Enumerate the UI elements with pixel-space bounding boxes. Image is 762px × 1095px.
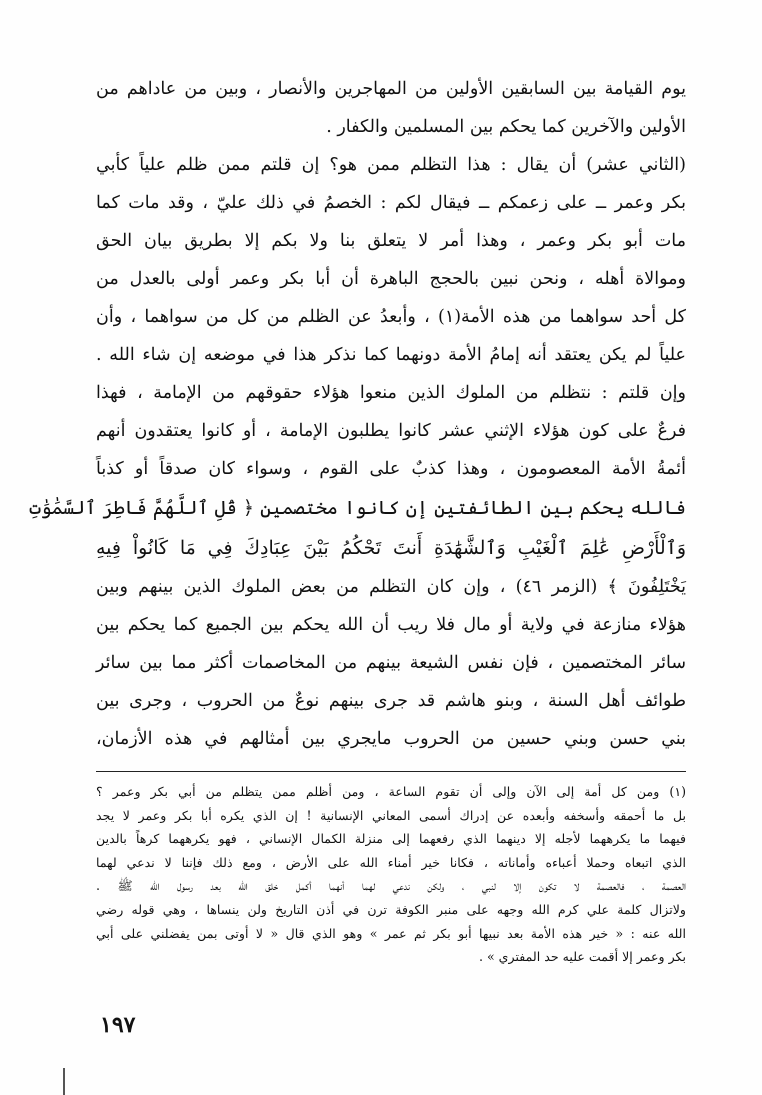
footnote-line: (١) ومن كل أمة إلى الآن وإلى أن تقوم الساعة ، ومن أظلم ممن يتظلم من أبي بكر وعمر ؟ xyxy=(96,784,686,799)
text-line: بني حسن وبني حسين من الحروب مايجري بين أمثالهم في هذه الأزمان، xyxy=(96,729,686,749)
footnote-line: الله عنه : « خير هذه الأمة بعد نبيها أبو بكر ثم عمر » وهو الذي قال « لا أوتى بمن يفضلني على أبي xyxy=(96,925,686,941)
footnote-line: بكر وعمر إلا أقمت عليه حد المفتري » . xyxy=(478,949,686,965)
footnote-line: الذي اتبعاه وحملا أعباءه وأماناته ، فكانا خير أمناء الله على الأرض ، ومع ذلك فإننا لا ندعي لهما xyxy=(96,854,686,870)
footnote xyxy=(96,780,686,969)
margin-mark xyxy=(63,1068,65,1095)
text-line: أئمةُ الأمة المعصومون ، وهذا كذبٌ على القوم ، وسواء كان صدقاً أو كذباً xyxy=(96,459,686,479)
footnote-line: فيهما ما يكرههما لأجله إلا دينهما الذي رفعهما إلى منزلة الكمال الإنساني ، فهو يكرههما كرهاً بالدين xyxy=(96,831,686,847)
quran-verse-line: وَٱلْأَرْضِ عَٰلِمَ ٱلْغَيْبِ وَٱلشَّهَٰدَةِ أَنتَ تَحْكُمُ بَيْنَ عِبَادِكَ فِي مَا كَانُواْ فِيهِ xyxy=(96,537,686,559)
text-line: فرعٌ على كون هؤلاء الإثني عشر كانوا يطلبون الإمامة ، أو كانوا يعتقدون أنهم xyxy=(96,421,686,441)
footnote-line: العصمة ، فالعصمة لا تكون إلا لنبي ، ولكن ندعي لهما أنهما أكمل خلق الله بعد رسول الله ﷺ . xyxy=(96,878,686,894)
text-line: هؤلاء منازعة في ولاية أو مال فلا ريب أن الله يحكم بين الجميع كما يحكم بين xyxy=(96,615,686,635)
text-line: بكر وعمر ــ على زعمكم ــ فيقال لكم : الخصمُ في ذلك عليّ ، وقد مات كما xyxy=(96,193,686,213)
page-number: ١٩٧ xyxy=(100,1012,136,1038)
text-line: يوم القيامة بين السابقين الأولين من المهاجرين والأنصار ، وبين من عاداهم من xyxy=(96,79,686,99)
text-line: سائر المختصمين ، فإن نفس الشيعة بينهم من المخاصمات أكثر مما بين سائر xyxy=(96,653,686,673)
text-line: يَخْتَلِفُونَ ﴾ (الزمر ٤٦) ، وإن كان التظلم من بعض الملوك الذين بينهم وبين xyxy=(96,577,687,597)
main-text xyxy=(29,70,687,758)
text-line: مات أبو بكر وعمر ، وهذا أمر لا يتعلق بنا ولا بكم إلا بطريق بيان الحق xyxy=(96,231,686,251)
text-line: الأولين والآخرين كما يحكم بين المسلمين والكفار . xyxy=(326,117,686,137)
text-line: وموالاة أهله ، ونحن نبين بالحجج الباهرة أن أبا بكر وعمر أولى بالعدل من xyxy=(96,269,686,289)
footnote-line: بل ما أحمقه وأسخفه وأبعده عن إدراك أسمى المعاني الإنسانية ! إن الذي يكره أبا بكر وعمر لا يجد xyxy=(96,807,686,823)
text-line: علياً لم يكن يعتقد أنه إمامُ الأمة دونهما كما نذكر هذا في موضعه إن شاء الله . xyxy=(96,345,686,365)
footnote-separator xyxy=(96,771,686,772)
text-line: كل أحد سواهما من هذه الأمة(١) ، وأبعدُ عن الظلم من كل من سواهما ، وأن xyxy=(96,307,687,327)
text-line: وإن قلتم : نتظلم من الملوك الذين منعوا هؤلاء حقوقهم من الإمامة ، فهذا xyxy=(96,383,686,403)
text-line: (الثاني عشر) أن يقال : هذا التظلم ممن هو؟ إن قلتم ممن ظلم علياً كأبي xyxy=(96,155,686,175)
footnote-line: ولاتزال كلمة علي كرم الله وجهه على منبر الكوفة ترن في أذن التاريخ ولن ينساها ، وهي قوله رضي xyxy=(96,901,686,917)
quran-verse-line: فالله يحكم بين الطائفتين إن كانوا مختصمين ﴿ قُلِ ٱللَّهُمَّ فَاطِرَ ٱلسَّمَٰوَٰتِ xyxy=(29,497,686,519)
text-line: طوائف أهل السنة ، وبنو هاشم قد جرى بينهم نوعٌ من الحروب ، وجرى بين xyxy=(96,691,686,711)
